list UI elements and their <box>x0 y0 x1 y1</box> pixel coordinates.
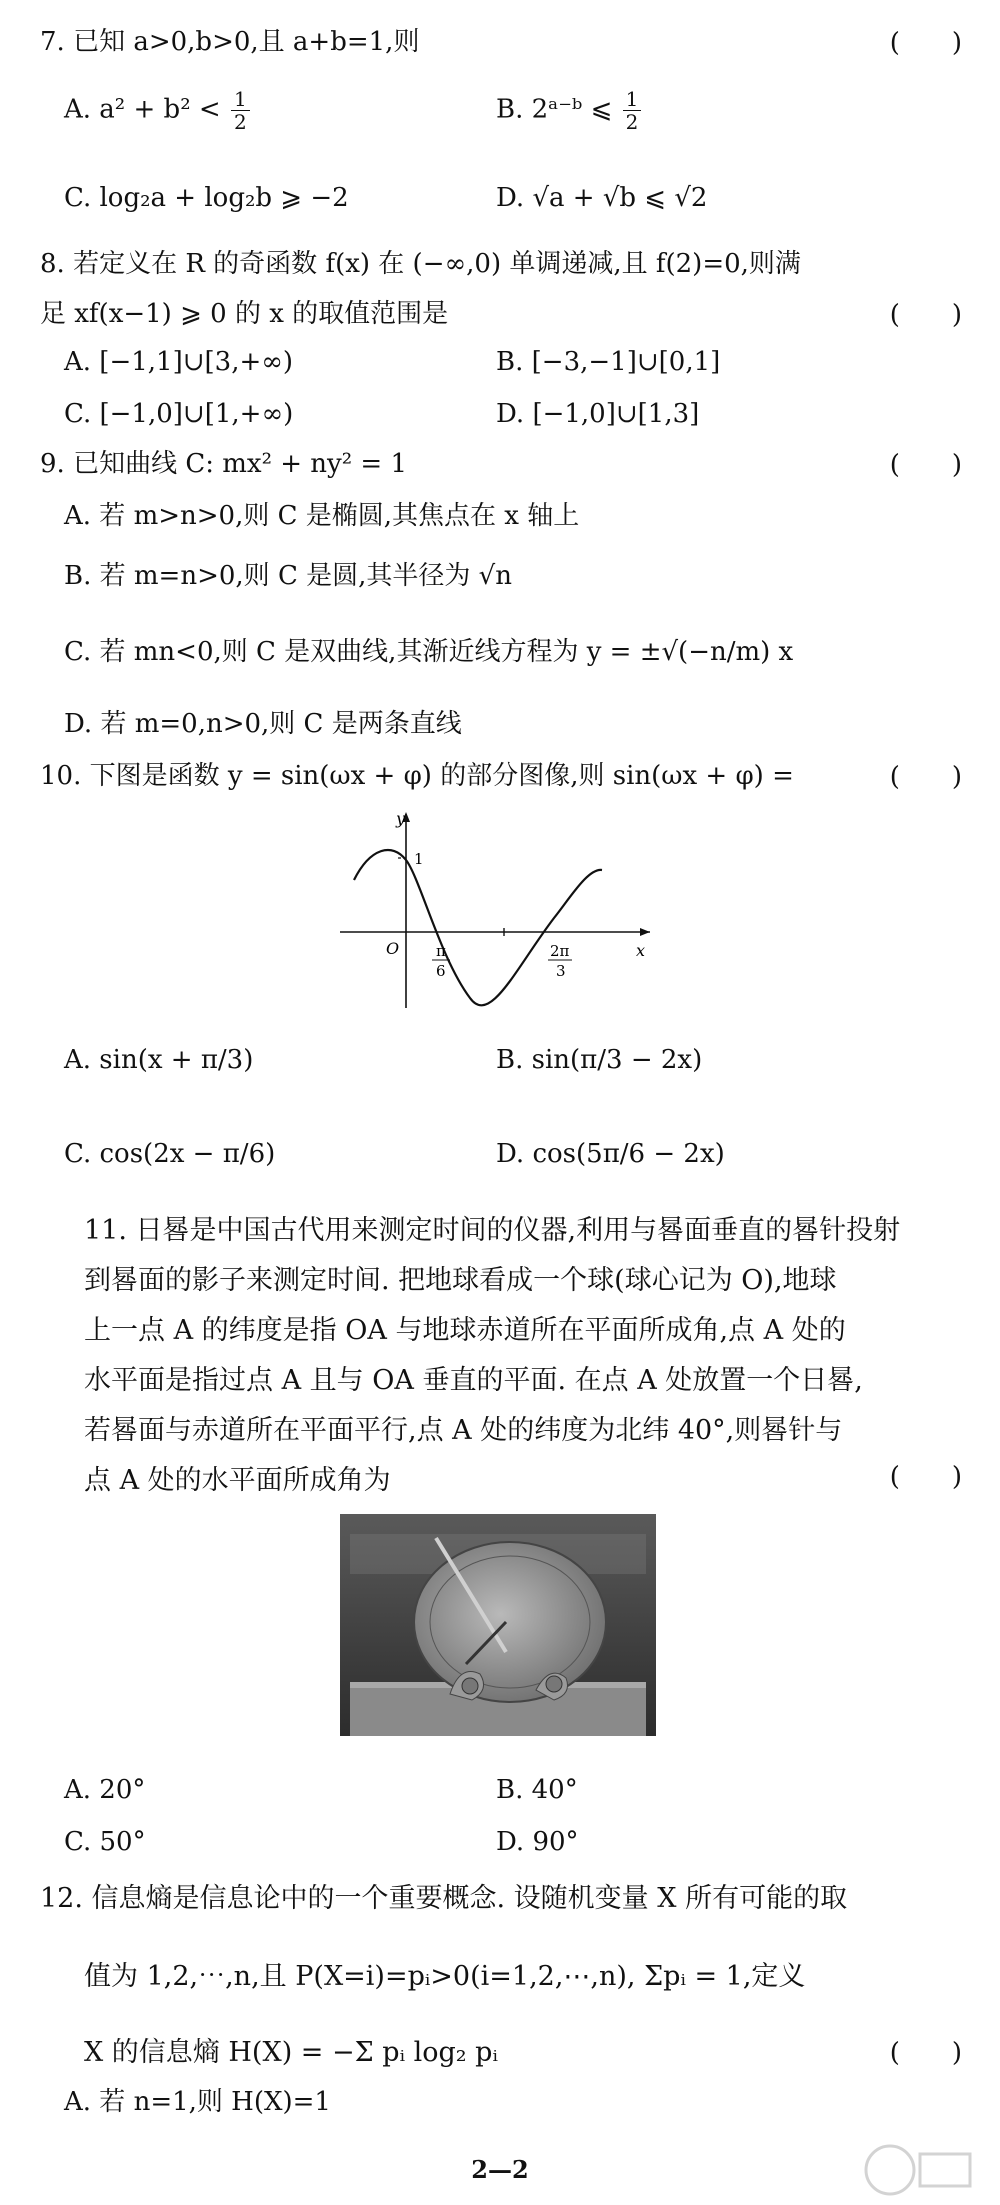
q11-option-a: A. 20° <box>64 1775 146 1805</box>
q10-paren: ( ) <box>889 762 962 792</box>
graph-origin: O <box>386 939 400 958</box>
q11-option-b: B. 40° <box>496 1775 578 1805</box>
graph-y-label: y <box>396 809 406 828</box>
q12-line-1: 12. 信息熵是信息论中的一个重要概念. 设随机变量 X 所有可能的取 <box>40 1883 848 1914</box>
q11-line: 点 A 处的水平面所成角为 <box>84 1465 391 1496</box>
q11-line: 到晷面的影子来测定时间. 把地球看成一个球(球心记为 O),地球 <box>84 1265 837 1296</box>
q8-stem-1: 8. 若定义在 R 的奇函数 f(x) 在 (−∞,0) 单调递减,且 f(2)=0,则满 <box>40 249 801 279</box>
q11-line: 水平面是指过点 A 且与 OA 垂直的平面. 在点 A 处放置一个日晷, <box>84 1365 863 1396</box>
q12-line-3: X 的信息熵 H(X) = −Σ pᵢ log₂ pᵢ <box>84 2037 498 2068</box>
q12-option-a: A. 若 n=1,则 H(X)=1 <box>64 2087 331 2117</box>
q7-b-frac: $\frac{1}{2}$ <box>623 88 642 133</box>
q7-option-b: B. 2ᵃ⁻ᵇ ⩽ $\frac{1}{2}$ <box>496 88 643 133</box>
q7-paren: ( ) <box>889 28 962 58</box>
q11-text <box>84 1206 970 1506</box>
q9-paren: ( ) <box>889 450 962 480</box>
graph-tick-pi6-num: π <box>436 942 446 960</box>
q10-option-a: A. sin(x + π/3) <box>64 1045 254 1075</box>
q11-option-d: D. 90° <box>496 1827 579 1857</box>
q10-option-b: B. sin(π/3 − 2x) <box>496 1045 703 1075</box>
sine-graph <box>340 808 660 1018</box>
q7-stem: 7. 已知 a>0,b>0,且 a+b=1,则 <box>40 27 420 57</box>
q8-stem-2: 足 xf(x−1) ⩾ 0 的 x 的取值范围是 <box>40 299 449 329</box>
q9-option-d: D. 若 m=0,n>0,则 C 是两条直线 <box>64 709 462 739</box>
q9-stem: 9. 已知曲线 C: mx² + ny² = 1 <box>40 449 408 479</box>
page-footer: 2—2 <box>471 2155 529 2184</box>
q9-option-b: B. 若 m=n>0,则 C 是圆,其半径为 √n <box>64 561 512 591</box>
q10-stem: 10. 下图是函数 y = sin(ωx + φ) 的部分图像,则 sin(ωx + φ) = <box>40 761 794 791</box>
q7-a-frac: $\frac{1}{2}$ <box>231 88 250 133</box>
q11-line: 若晷面与赤道所在平面平行,点 A 处的纬度为北纬 40°,则晷针与 <box>84 1415 843 1446</box>
q9-option-c: C. 若 mn<0,则 C 是双曲线,其渐近线方程为 y = ±√(−n/m) x <box>64 637 794 667</box>
q11-paren: ( ) <box>889 1462 962 1492</box>
graph-tick-pi6-den: 6 <box>436 962 446 980</box>
graph-one-label: 1 <box>414 850 424 868</box>
watermark-logo <box>860 2140 980 2200</box>
q7-option-a: A. a² + b² < $\frac{1}{2}$ <box>64 88 252 133</box>
q7-option-c: C. log₂a + log₂b ⩾ −2 <box>64 183 349 213</box>
q10-option-d: D. cos(5π/6 − 2x) <box>496 1139 725 1169</box>
q11-line: 11. 日晷是中国古代用来测定时间的仪器,利用与晷面垂直的晷针投射 <box>84 1215 901 1246</box>
q9-option-a: A. 若 m>n>0,则 C 是椭圆,其焦点在 x 轴上 <box>64 501 580 531</box>
q7-option-d: D. √a + √b ⩽ √2 <box>496 183 708 213</box>
graph-tick-2pi3-num: 2π <box>550 942 570 960</box>
q12-paren: ( ) <box>889 2038 962 2068</box>
q8-paren: ( ) <box>889 300 962 330</box>
q8-option-a: A. [−1,1]∪[3,+∞) <box>64 347 294 377</box>
sundial-photo <box>340 1514 656 1736</box>
q8-option-d: D. [−1,0]∪[1,3] <box>496 399 700 429</box>
q12-line-2: 值为 1,2,⋯,n,且 P(X=i)=pᵢ>0(i=1,2,⋯,n), Σpᵢ = 1,定义 <box>84 1961 806 1992</box>
q8-option-b: B. [−3,−1]∪[0,1] <box>496 347 721 377</box>
q11-line: 上一点 A 的纬度是指 OA 与地球赤道所在平面所成角,点 A 处的 <box>84 1315 846 1346</box>
graph-tick-2pi3-den: 3 <box>556 962 566 980</box>
q11-option-c: C. 50° <box>64 1827 146 1857</box>
q8-option-c: C. [−1,0]∪[1,+∞) <box>64 399 294 429</box>
q10-option-c: C. cos(2x − π/6) <box>64 1139 276 1169</box>
graph-x-label: x <box>636 941 646 960</box>
